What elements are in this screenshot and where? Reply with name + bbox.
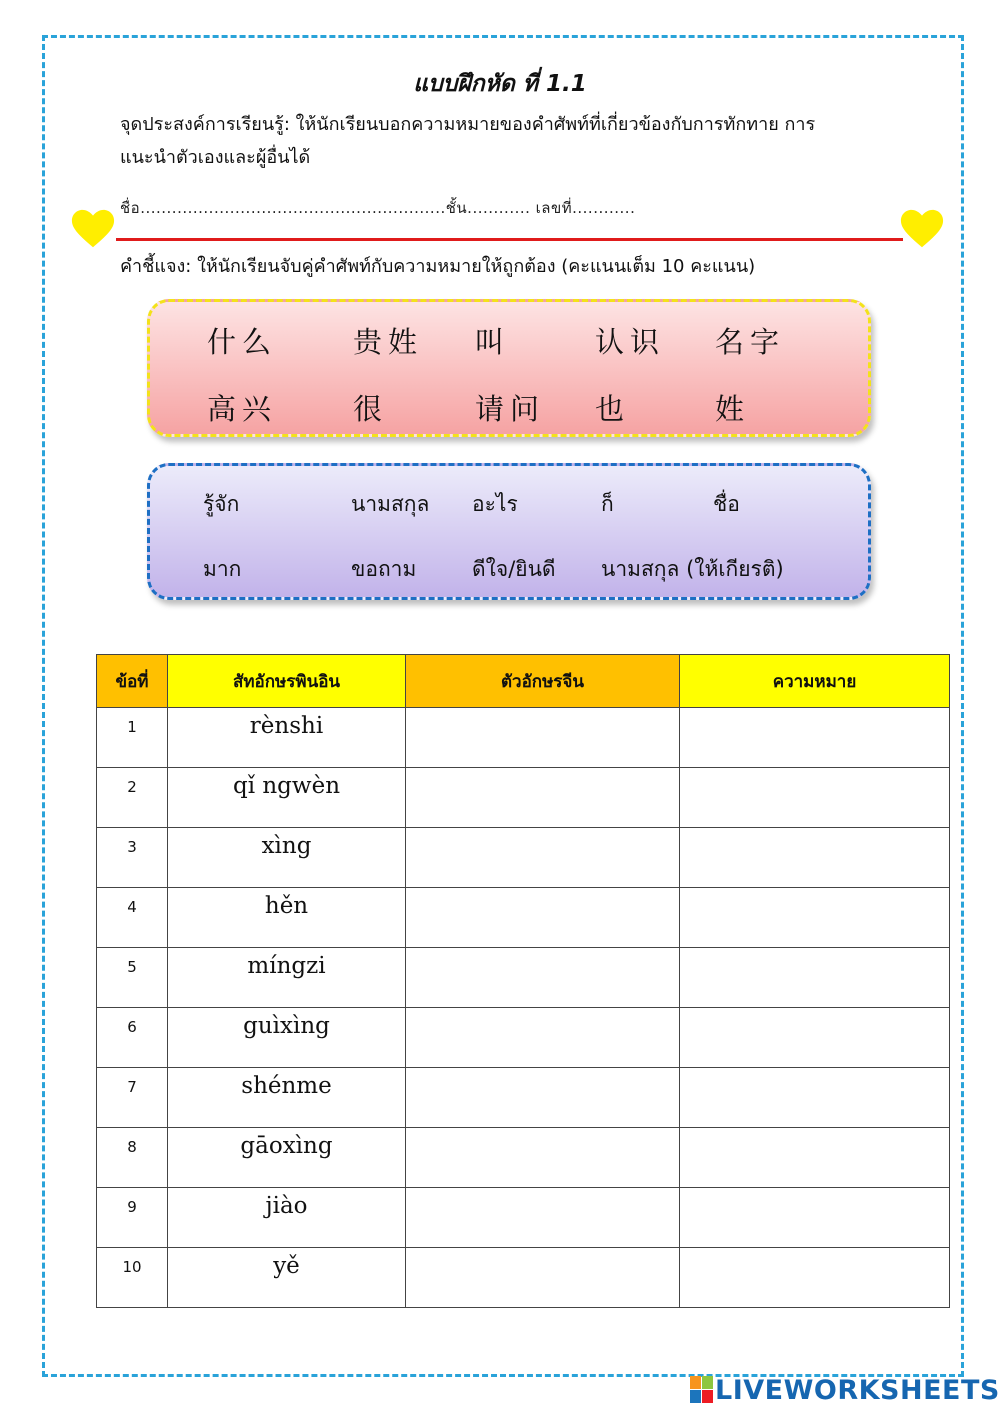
instruction-text: คำชี้แจง: ให้นักเรียนจับคู่คำศัพท์กับความหมายให้ถูกต้อง (คะแนนเต็ม 10 คะแนน): [120, 256, 756, 277]
thai-word: รู้จัก: [203, 492, 240, 516]
thai-word: ก็: [601, 492, 614, 516]
header-chinese: ตัวอักษรจีน: [406, 655, 680, 708]
row-number: 6: [97, 1008, 168, 1068]
row-number: 9: [97, 1188, 168, 1248]
header-meaning: ความหมาย: [680, 655, 950, 708]
worksheet-title: แบบฝึกหัด ที่ 1.1: [413, 71, 587, 97]
meaning-answer-cell[interactable]: [680, 768, 950, 828]
chinese-answer-cell[interactable]: [406, 1068, 680, 1128]
table-row: [97, 948, 950, 1008]
answer-table: [96, 654, 950, 1308]
row-number: 3: [97, 828, 168, 888]
chinese-answer-cell[interactable]: [406, 948, 680, 1008]
pinyin-cell: xìng: [168, 828, 406, 888]
table-row: [97, 888, 950, 948]
table-row: [97, 828, 950, 888]
table-header-row: [97, 655, 950, 708]
chinese-word: 很: [353, 392, 389, 426]
chinese-word: 什么: [207, 325, 278, 359]
row-number: 5: [97, 948, 168, 1008]
meaning-answer-cell[interactable]: [680, 1008, 950, 1068]
heart-icon: [899, 206, 945, 252]
row-number: 7: [97, 1068, 168, 1128]
pinyin-cell: míngzi: [168, 948, 406, 1008]
meaning-answer-cell[interactable]: [680, 1128, 950, 1188]
row-number: 10: [97, 1248, 168, 1308]
logo-text: LIVEWORKSHEETS: [715, 1374, 1000, 1406]
table-row: [97, 708, 950, 768]
chinese-word: 名字: [715, 325, 786, 359]
pinyin-cell: gāoxìng: [168, 1128, 406, 1188]
thai-word: ชื่อ: [713, 492, 740, 516]
chinese-word-bank: [147, 299, 871, 437]
chinese-answer-cell[interactable]: [406, 1248, 680, 1308]
thai-meaning-bank: [147, 463, 871, 600]
thai-word: นามสกุล (ให้เกียรติ): [601, 557, 784, 581]
header-number: ข้อที่: [97, 655, 168, 708]
chinese-answer-cell[interactable]: [406, 708, 680, 768]
pinyin-cell: shénme: [168, 1068, 406, 1128]
meaning-answer-cell[interactable]: [680, 708, 950, 768]
chinese-word: 叫: [475, 325, 511, 359]
pinyin-cell: qǐ ngwèn: [168, 768, 406, 828]
pinyin-cell: guìxìng: [168, 1008, 406, 1068]
meaning-answer-cell[interactable]: [680, 1248, 950, 1308]
thai-word: นามสกุล: [351, 492, 430, 516]
student-info-line[interactable]: ชื่อ..........................................................ชั้น............ เลขที่............: [120, 199, 636, 217]
thai-word: ขอถาม: [351, 557, 417, 581]
chinese-word: 贵姓: [353, 325, 424, 359]
row-number: 8: [97, 1128, 168, 1188]
chinese-answer-cell[interactable]: [406, 888, 680, 948]
learning-objective: จุดประสงค์การเรียนรู้: ให้นักเรียนบอกความหมายของคำศัพท์ที่เกี่ยวข้องกับการทักทาย การแนะนำตัวเองและผู้อื่นได้: [120, 114, 816, 168]
logo-blocks-icon: [689, 1375, 715, 1405]
row-number: 1: [97, 708, 168, 768]
chinese-word: 高兴: [207, 392, 278, 426]
divider: [116, 238, 903, 241]
chinese-word: 认识: [595, 325, 666, 359]
chinese-word: 请问: [475, 392, 546, 426]
row-number: 2: [97, 768, 168, 828]
table-row: [97, 768, 950, 828]
meaning-answer-cell[interactable]: [680, 888, 950, 948]
thai-word: ดีใจ/ยินดี: [472, 557, 556, 581]
table-row: [97, 1248, 950, 1308]
table-row: [97, 1008, 950, 1068]
thai-word: มาก: [203, 557, 242, 581]
chinese-answer-cell[interactable]: [406, 828, 680, 888]
chinese-word: 也: [595, 392, 631, 426]
meaning-answer-cell[interactable]: [680, 948, 950, 1008]
pinyin-cell: yě: [168, 1248, 406, 1308]
pinyin-cell: hěn: [168, 888, 406, 948]
meaning-answer-cell[interactable]: [680, 1188, 950, 1248]
table-row: [97, 1128, 950, 1188]
liveworksheets-logo: [689, 1374, 1000, 1406]
pinyin-cell: jiào: [168, 1188, 406, 1248]
table-row: [97, 1068, 950, 1128]
chinese-answer-cell[interactable]: [406, 1188, 680, 1248]
heart-icon: [70, 206, 116, 252]
table-row: [97, 1188, 950, 1248]
pinyin-cell: rènshi: [168, 708, 406, 768]
chinese-answer-cell[interactable]: [406, 1128, 680, 1188]
row-number: 4: [97, 888, 168, 948]
chinese-answer-cell[interactable]: [406, 768, 680, 828]
chinese-word: 姓: [715, 392, 751, 426]
thai-word: อะไร: [472, 492, 518, 516]
chinese-answer-cell[interactable]: [406, 1008, 680, 1068]
meaning-answer-cell[interactable]: [680, 1068, 950, 1128]
header-pinyin: สัทอักษรพินอิน: [168, 655, 406, 708]
meaning-answer-cell[interactable]: [680, 828, 950, 888]
